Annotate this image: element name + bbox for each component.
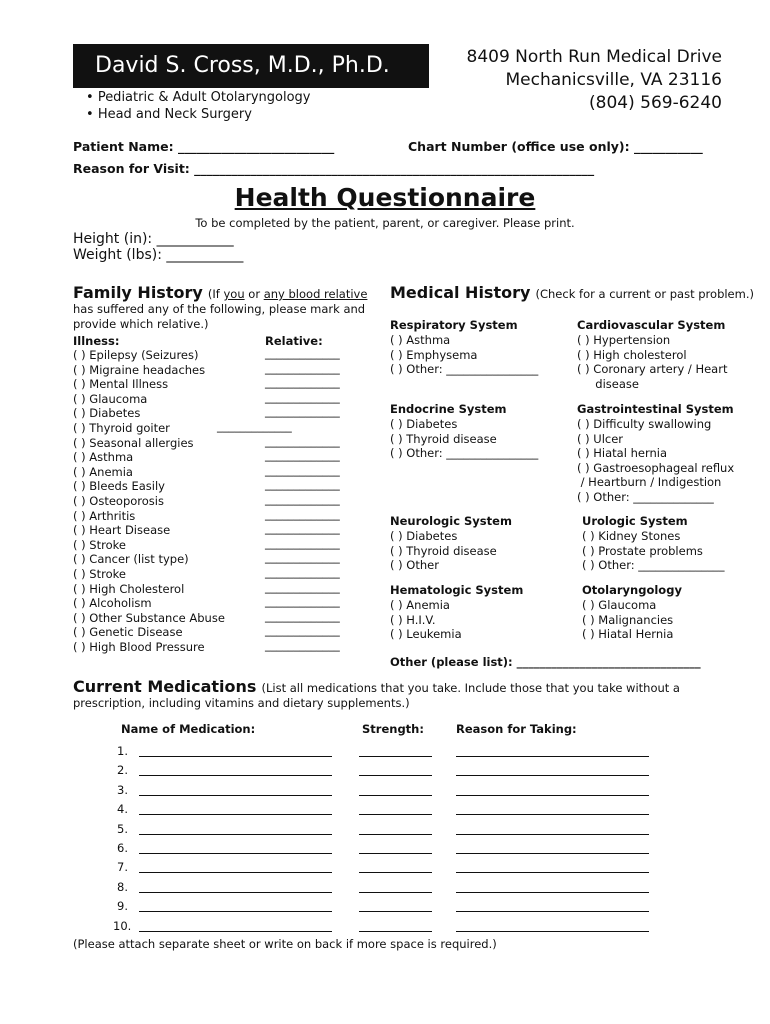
height-field[interactable]: Height (in): ___________ <box>73 231 234 247</box>
medication-name-line[interactable] <box>139 853 332 854</box>
oto-item[interactable]: ( ) Hiatal Hernia <box>582 627 674 642</box>
family-history-item[interactable]: ( ) Stroke <box>73 567 126 581</box>
relative-blank[interactable]: _____________ <box>265 565 340 579</box>
relative-blank[interactable]: _____________ <box>265 521 340 536</box>
family-history-item[interactable]: ( ) Thyroid goiter <box>73 421 170 435</box>
medication-row-number: 1. <box>117 744 128 758</box>
oto-item[interactable]: ( ) Glaucoma <box>582 598 657 612</box>
relative-blank[interactable]: _____________ <box>265 433 340 448</box>
cardiovascular-item[interactable]: ( ) Hypertension <box>577 333 671 347</box>
respiratory-item[interactable]: ( ) Asthma <box>390 333 451 347</box>
medication-row-number: 2. <box>117 763 128 778</box>
medication-strength-line[interactable] <box>359 795 432 796</box>
family-history-item[interactable]: ( ) Osteoporosis <box>73 494 164 508</box>
relative-blank[interactable]: _____________ <box>265 462 340 477</box>
cardiovascular-title: Cardiovascular System <box>577 318 726 332</box>
medication-reason-line[interactable] <box>456 795 649 796</box>
family-history-item[interactable]: ( ) Bleeds Easily <box>73 479 165 494</box>
family-history-item[interactable]: ( ) Alcoholism <box>73 596 152 611</box>
relative-blank[interactable]: _____________ <box>265 404 340 419</box>
cardiovascular-item[interactable]: ( ) Coronary artery / Heart <box>577 362 728 377</box>
relative-blank[interactable]: _____________ <box>265 448 340 463</box>
medication-strength-line[interactable] <box>359 756 432 757</box>
medication-row-number: 9. <box>117 899 128 914</box>
medication-reason-line[interactable] <box>456 814 649 815</box>
hema-item[interactable]: ( ) Anemia <box>390 598 450 612</box>
medication-reason-line[interactable] <box>456 931 649 932</box>
medication-reason-line[interactable] <box>456 853 649 854</box>
medication-row-number: 3. <box>117 782 128 797</box>
medication-strength-line[interactable] <box>359 814 432 815</box>
medication-name-line[interactable] <box>139 911 332 912</box>
respiratory-title: Respiratory System <box>390 318 518 332</box>
uro-item[interactable]: ( ) Kidney Stones <box>582 529 681 543</box>
relative-blank[interactable]: _____________ <box>265 492 340 506</box>
medication-reason-line[interactable] <box>456 775 649 776</box>
family-history-sub-3: provide which relative.) <box>73 317 209 331</box>
patient-name-field[interactable]: Patient Name: _________________________ <box>73 139 335 154</box>
family-history-item[interactable]: ( ) Heart Disease <box>73 523 171 538</box>
family-history-item[interactable]: ( ) High Blood Pressure <box>73 640 205 654</box>
family-history-header: Family History (If you or any blood relative <box>73 283 368 302</box>
medication-name-line[interactable] <box>139 756 332 757</box>
relative-header: Relative: <box>265 334 323 348</box>
neuro-item[interactable]: ( ) Diabetes <box>390 529 458 543</box>
family-history-item[interactable]: ( ) Seasonal allergies <box>73 435 194 450</box>
medications-note: (Please attach separate sheet or write on back if more space is required.) <box>73 937 497 951</box>
respiratory-item[interactable]: ( ) Other: ________________ <box>390 362 539 377</box>
relative-blank[interactable]: _____________ <box>265 375 340 390</box>
relative-blank[interactable]: _____________ <box>265 389 340 404</box>
relative-blank[interactable]: _____________ <box>265 608 340 623</box>
cardiovascular-item[interactable]: ( ) High cholesterol <box>577 347 687 362</box>
relative-blank[interactable]: _____________ <box>265 638 340 652</box>
specialty-2: • Head and Neck Surgery <box>86 107 252 122</box>
medication-strength-line[interactable] <box>359 892 432 893</box>
medications-sub-2: prescription, including vitamins and dietary supplements.) <box>73 696 410 710</box>
medication-strength-line[interactable] <box>359 911 432 912</box>
family-history-item[interactable]: ( ) Epilepsy (Seizures) <box>73 348 199 362</box>
endocrine-title: Endocrine System <box>390 402 507 416</box>
medication-name-line[interactable] <box>139 872 332 873</box>
endocrine-item[interactable]: ( ) Diabetes <box>390 417 458 431</box>
medication-row-number: 5. <box>117 821 128 836</box>
medication-row-number: 10. <box>113 918 132 933</box>
respiratory-item[interactable]: ( ) Emphysema <box>390 347 478 362</box>
relative-blank[interactable]: _____________ <box>265 623 340 638</box>
hema-item[interactable]: ( ) Leukemia <box>390 627 462 642</box>
medication-name-line[interactable] <box>139 931 332 932</box>
medication-name-line[interactable] <box>139 892 332 893</box>
oto-title: Otolaryngology <box>582 583 682 597</box>
family-history-item[interactable]: ( ) High Cholesterol <box>73 581 185 596</box>
family-history-item[interactable]: ( ) Diabetes <box>73 406 141 421</box>
medication-strength-line[interactable] <box>359 834 432 835</box>
reason-for-visit-field[interactable]: Reason for Visit: ________________________________________________________________ <box>73 161 595 176</box>
family-history-item[interactable]: ( ) Glaucoma <box>73 391 148 406</box>
relative-blank[interactable]: _____________ <box>265 550 340 565</box>
col-name-of-medication: Name of Medication: <box>121 722 256 736</box>
col-reason-for-taking: Reason for Taking: <box>456 722 577 736</box>
family-history-item[interactable]: ( ) Migraine headaches <box>73 362 206 377</box>
medication-reason-line[interactable] <box>456 872 649 873</box>
relative-blank[interactable]: _____________ <box>265 535 340 550</box>
medical-history-header: Medical History (Check for a current or past problem.) <box>390 283 754 302</box>
hema-title: Hematologic System <box>390 583 524 597</box>
medication-row-number: 7. <box>117 860 128 875</box>
relative-blank[interactable]: _____________ <box>265 360 340 375</box>
doctor-name: David S. Cross, M.D., Ph.D. <box>73 44 429 88</box>
neuro-item[interactable]: ( ) Thyroid disease <box>390 543 497 558</box>
phone: (804) 569-6240 <box>589 93 722 113</box>
medication-strength-line[interactable] <box>359 853 432 854</box>
medication-name-line[interactable] <box>139 814 332 815</box>
instructions: To be completed by the patient, parent, or caregiver. Please print. <box>195 216 575 230</box>
medication-name-line[interactable] <box>139 834 332 835</box>
address-line2: Mechanicsville, VA 23116 <box>505 70 722 90</box>
relative-blank[interactable]: _____________ <box>265 477 340 492</box>
medication-reason-line[interactable] <box>456 834 649 835</box>
medication-strength-line[interactable] <box>359 775 432 776</box>
weight-field[interactable]: Weight (lbs): ___________ <box>73 247 244 263</box>
hema-item[interactable]: ( ) H.I.V. <box>390 612 436 627</box>
uro-item[interactable]: ( ) Prostate problems <box>582 543 703 558</box>
gastro-item[interactable]: ( ) Gastroesophageal reflux <box>577 460 735 475</box>
uro-title: Urologic System <box>582 514 688 528</box>
illness-header: Illness: <box>73 334 120 348</box>
medication-row-number: 6. <box>117 841 128 855</box>
family-history-item[interactable]: ( ) Anemia <box>73 464 133 479</box>
gastro-title: Gastrointestinal System <box>577 402 734 416</box>
relative-blank[interactable]: _____________ <box>265 346 340 360</box>
neuro-item[interactable]: ( ) Other <box>390 558 439 573</box>
oto-item[interactable]: ( ) Malignancies <box>582 612 674 627</box>
medication-row-number: 8. <box>117 879 128 894</box>
gastro-item[interactable]: ( ) Difficulty swallowing <box>577 417 712 431</box>
medication-name-line[interactable] <box>139 795 332 796</box>
relative-blank[interactable]: _____________ <box>265 579 340 594</box>
medication-name-line[interactable] <box>139 775 332 776</box>
medication-strength-line[interactable] <box>359 872 432 873</box>
family-history-sub-2: has suffered any of the following, please mark and <box>73 302 366 316</box>
relative-blank[interactable]: _____________ <box>265 506 340 521</box>
family-history-item[interactable]: ( ) Mental Illness <box>73 377 169 392</box>
specialty-1: • Pediatric & Adult Otolaryngology <box>86 90 311 105</box>
neuro-title: Neurologic System <box>390 514 512 528</box>
relative-blank[interactable]: _____________ <box>265 594 340 609</box>
family-history-item[interactable]: ( ) Other Substance Abuse <box>73 610 225 625</box>
gastro-item[interactable]: / Heartburn / Indigestion <box>577 475 722 490</box>
gastro-item[interactable]: ( ) Ulcer <box>577 431 624 446</box>
chart-number-field[interactable]: Chart Number (office use only): ___________ <box>408 139 703 154</box>
other-please-list-field[interactable]: Other (please list): ________________________________ <box>390 655 701 669</box>
col-strength: Strength: <box>362 722 424 736</box>
family-history-item[interactable]: ( ) Asthma <box>73 450 134 465</box>
family-history-item[interactable]: ( ) Genetic Disease <box>73 625 183 640</box>
cardiovascular-item[interactable]: disease <box>577 376 639 391</box>
medications-header: Current Medications (List all medications that you take. Include those that you take without a <box>73 677 680 696</box>
medication-row-number: 4. <box>117 802 128 817</box>
endocrine-item[interactable]: ( ) Thyroid disease <box>390 431 497 446</box>
medication-reason-line[interactable] <box>456 911 649 912</box>
family-history-item[interactable]: ( ) Cancer (list type) <box>73 552 189 567</box>
family-history-item[interactable]: ( ) Stroke <box>73 537 126 552</box>
page-title: Health Questionnaire <box>234 183 536 212</box>
family-history-item[interactable]: ( ) Arthritis <box>73 508 136 523</box>
medication-strength-line[interactable] <box>359 931 432 932</box>
medication-reason-line[interactable] <box>456 756 649 757</box>
medication-reason-line[interactable] <box>456 892 649 893</box>
gastro-item[interactable]: ( ) Hiatal hernia <box>577 446 668 461</box>
uro-item[interactable]: ( ) Other: _______________ <box>582 558 725 573</box>
relative-blank[interactable]: _____________ <box>217 419 292 433</box>
endocrine-item[interactable]: ( ) Other: ________________ <box>390 446 539 461</box>
gastro-item[interactable]: ( ) Other: ______________ <box>577 490 714 504</box>
address-line1: 8409 North Run Medical Drive <box>466 47 722 67</box>
